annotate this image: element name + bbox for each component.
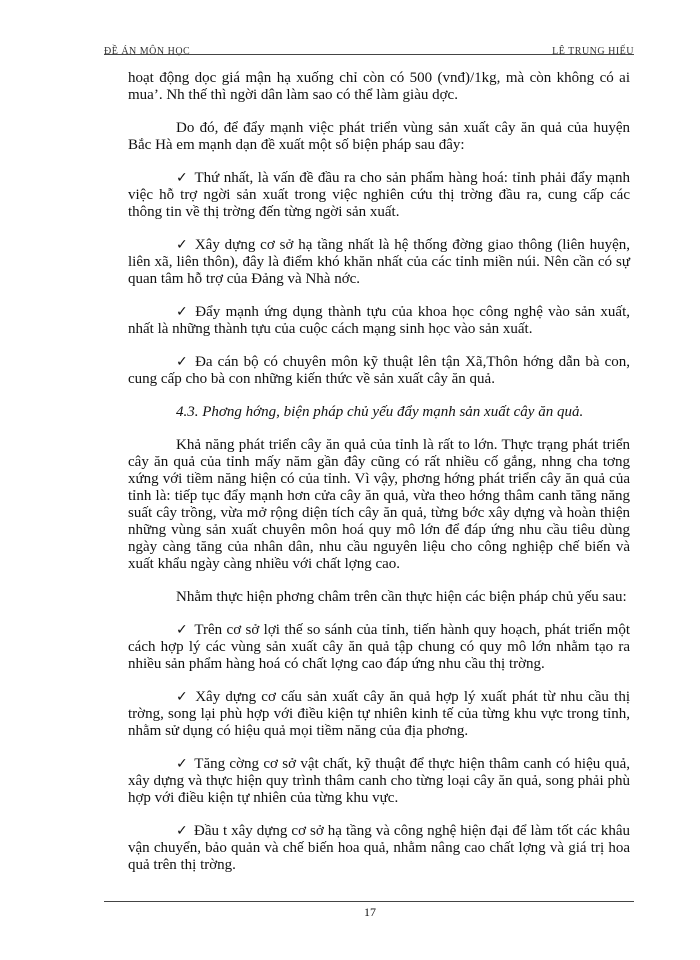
bullet-text: Trên cơ sở lợi thế so sánh của tỉnh, tiến hành quy hoạch, phát triển một cách hợp lý các vùng sản xuất cây ăn quả tập chung có quy mô lớn nhằm tạo ra nhiều sản phẩm hàng hoá có chất lợng cao đáp ứng nhu cầu thị trờng. — [128, 622, 630, 672]
checkmark-icon: ✓ — [176, 823, 188, 839]
bullet-text: Xây dựng cơ sở hạ tầng nhất là hệ thống đờng giao thông (liên huyện, liên xã, liên thôn), đây là điểm khó khăn nhất của các tỉnh miền núi. Nên cần có sự quan tâm hỗ trợ của Đảng và Nhà nớc. — [128, 237, 631, 287]
bullet-text: Đầu t xây dựng cơ sở hạ tầng và công nghệ hiện đại để làm tốt các khâu vận chuyển, bảo quản và chế biến hoa quả, nhằm nâng cao chất lợng và giá trị hoa quả trên thị trờng. — [128, 823, 630, 873]
header-rule — [104, 54, 634, 55]
checkmark-icon: ✓ — [176, 354, 190, 370]
bullet-item — [128, 689, 630, 740]
document-body — [128, 70, 630, 890]
paragraph-continued: hoạt động dọc giá mận hạ xuống chỉ còn có 500 (vnđ)/1kg, mà còn không có ai mua’. Nh thế thì ngời dân làm sao có thể làm giàu dợc. — [128, 70, 630, 103]
checkmark-icon: ✓ — [176, 689, 190, 705]
checkmark-icon: ✓ — [176, 756, 189, 772]
section-heading: 4.3. Phơng hớng, biện pháp chủ yếu đẩy mạnh sản xuất cây ăn quả. — [176, 404, 584, 420]
bullet-item — [128, 622, 630, 673]
bullet-item — [128, 756, 630, 807]
bullet-item — [128, 170, 630, 221]
bullet-item — [128, 354, 630, 388]
footer-rule — [104, 901, 634, 902]
bullet-item — [128, 823, 630, 874]
bullet-text: Đa cán bộ có chuyên môn kỹ thuật lên tận Xã,Thôn hớng dẫn bà con, cung cấp cho bà con những kiến thức về sản xuất cây ăn quả. — [128, 354, 630, 387]
bullet-text: Thứ nhất, là vấn đề đầu ra cho sản phẩm hàng hoá: tỉnh phải đẩy mạnh việc hỗ trợ ngời sản xuất trong việc nghiên cứu thị trờng đầu ra, cung cấp các thông tin về thị trờng đến từng ngời sản xuất. — [128, 170, 630, 220]
page-number: 17 — [364, 905, 376, 919]
bullet-item — [128, 304, 630, 338]
checkmark-icon: ✓ — [176, 170, 189, 186]
bullet-text: Xây dựng cơ cấu sản xuất cây ăn quả hợp lý xuất phát từ nhu cầu thị trờng, song lại phù hợp với điều kiện tự nhiên kinh tế của từng khu vực trong tỉnh, nhằm sử dụng có hiệu quả mọi tiềm năng của địa phơng. — [128, 689, 630, 739]
paragraph-intro: Do đó, để đẩy mạnh việc phát triển vùng sản xuất cây ăn quả của huyện Bắc Hà em mạnh dạn đề xuất một số biện pháp sau đây: — [128, 120, 630, 153]
paragraph-body: Nhằm thực hiện phơng châm trên cần thực hiện các biện pháp chủ yếu sau: — [176, 589, 627, 605]
bullet-text: Đẩy mạnh ứng dụng thành tựu của khoa học công nghệ vào sản xuất, nhất là những thành tựu của cuộc cách mạng sinh học vào sản xuất. — [128, 304, 630, 337]
checkmark-icon: ✓ — [176, 304, 190, 320]
paragraph-body: Khả năng phát triển cây ăn quả của tỉnh là rất to lớn. Thực trạng phát triển cây ăn quả của tỉnh mấy năm gần đây cũng có rất nhiều cố gắng, nhng cha tơng xứng với tiềm năng hiện có của tỉnh. Vì vậy, phơng hớng phát triển cây ăn quả của tỉnh là: tiếp tục đẩy mạnh hơn cửa cây ăn quả, vừa theo hớng thâm canh tăng năng suất cây trồng, vừa mở rộng diện tích cây ăn quả, từng bớc xây dựng và hoàn thiện những vùng sản xuất chuyên môn hoá quy mô lớn để đáp ứng nhu cầu tiêu dùng ngày càng tăng của nhân dân, nhu cầu nguyên liệu cho công nghiệp chế biến và xuất khẩu ngày càng nhiều với chất lợng cao. — [128, 437, 630, 572]
running-header-left: ĐỀ ÁN MÔN HỌC — [104, 46, 191, 57]
bullet-text: Tăng cờng cơ sở vật chất, kỹ thuật để thực hiện thâm canh có hiệu quả, xây dựng và thực hiện quy trình thâm canh cho từng loại cây ăn quả, song phải phù hợp với điều kiện tự nhiên của từng khu vực. — [128, 756, 630, 806]
running-header-right: LÊ TRUNG HIẾU — [552, 46, 634, 57]
bullet-item — [128, 237, 630, 288]
checkmark-icon: ✓ — [176, 237, 189, 253]
checkmark-icon: ✓ — [176, 622, 189, 638]
